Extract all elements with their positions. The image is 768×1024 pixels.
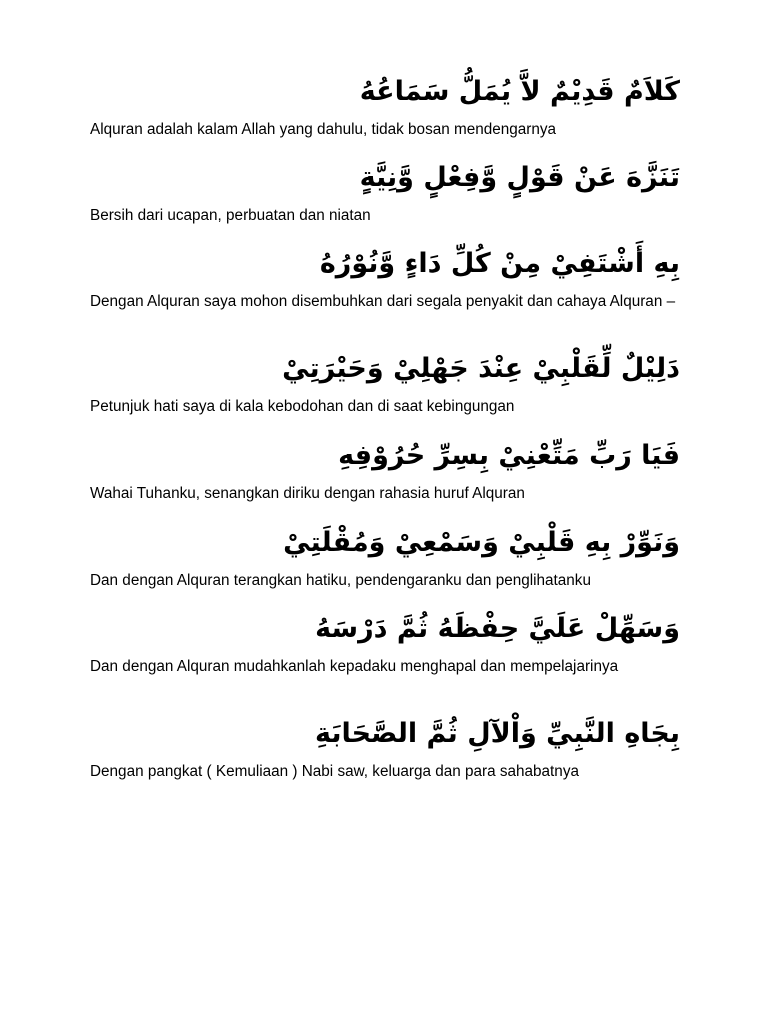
translation-line: Alquran adalah kalam Allah yang dahulu, tidak bosan mendengarnya — [90, 121, 557, 138]
arabic-line: كَلاَمٌ قَدِيْمٌ لاَّ يُمَلُّ سَمَاعُهُ — [359, 76, 680, 107]
arabic-line: فَيَا رَبِّ مَتِّعْنِيْ بِسِرِّ حُرُوْفِهِ — [338, 440, 680, 471]
arabic-line: بِهِ أَشْتَفِيْ مِنْ كُلِّ دَاءٍ وَّنُوْرُهُ — [319, 248, 680, 279]
verse-2 — [90, 158, 680, 225]
translation-line: Bersih dari ucapan, perbuatan dan niatan — [90, 207, 371, 224]
arabic-line: تَنَزَّهَ عَنْ قَوْلٍ وَّفِعْلٍ وَّنِيَّةٍ — [359, 162, 680, 193]
verse-6 — [90, 523, 680, 590]
verse-1 — [90, 72, 680, 139]
verse-7 — [90, 609, 680, 676]
verse-4 — [90, 349, 680, 416]
translation-line: Dengan pangkat ( Kemuliaan ) Nabi saw, keluarga dan para sahabatnya — [90, 763, 579, 780]
verse-8 — [90, 714, 680, 781]
translation-line: Dengan Alquran saya mohon disembuhkan dari segala penyakit dan cahaya Alquran – — [90, 293, 676, 310]
translation-line: Wahai Tuhanku, senangkan diriku dengan rahasia huruf Alquran — [90, 485, 525, 502]
arabic-line: دَلِيْلٌ لِّقَلْبِيْ عِنْدَ جَهْلِيْ وَحَيْرَتِيْ — [282, 353, 680, 384]
translation-line: Dan dengan Alquran mudahkanlah kepadaku menghapal dan mempelajarinya — [90, 658, 619, 675]
translation-line: Petunjuk hati saya di kala kebodohan dan di saat kebingungan — [90, 398, 515, 415]
arabic-line: بِجَاهِ النَّبِيِّ وَاْلآلِ ثُمَّ الصَّحَابَةِ — [314, 718, 680, 749]
arabic-line: وَسَهِّلْ عَلَيَّ حِفْظَهُ ثُمَّ دَرْسَهُ — [315, 613, 680, 644]
verse-5 — [90, 436, 680, 503]
verse-3 — [90, 244, 680, 311]
arabic-line: وَنَوِّرْ بِهِ قَلْبِيْ وَسَمْعِيْ وَمُقْلَتِيْ — [283, 527, 680, 558]
translation-line: Dan dengan Alquran terangkan hatiku, pendengaranku dan penglihatanku — [90, 572, 591, 589]
